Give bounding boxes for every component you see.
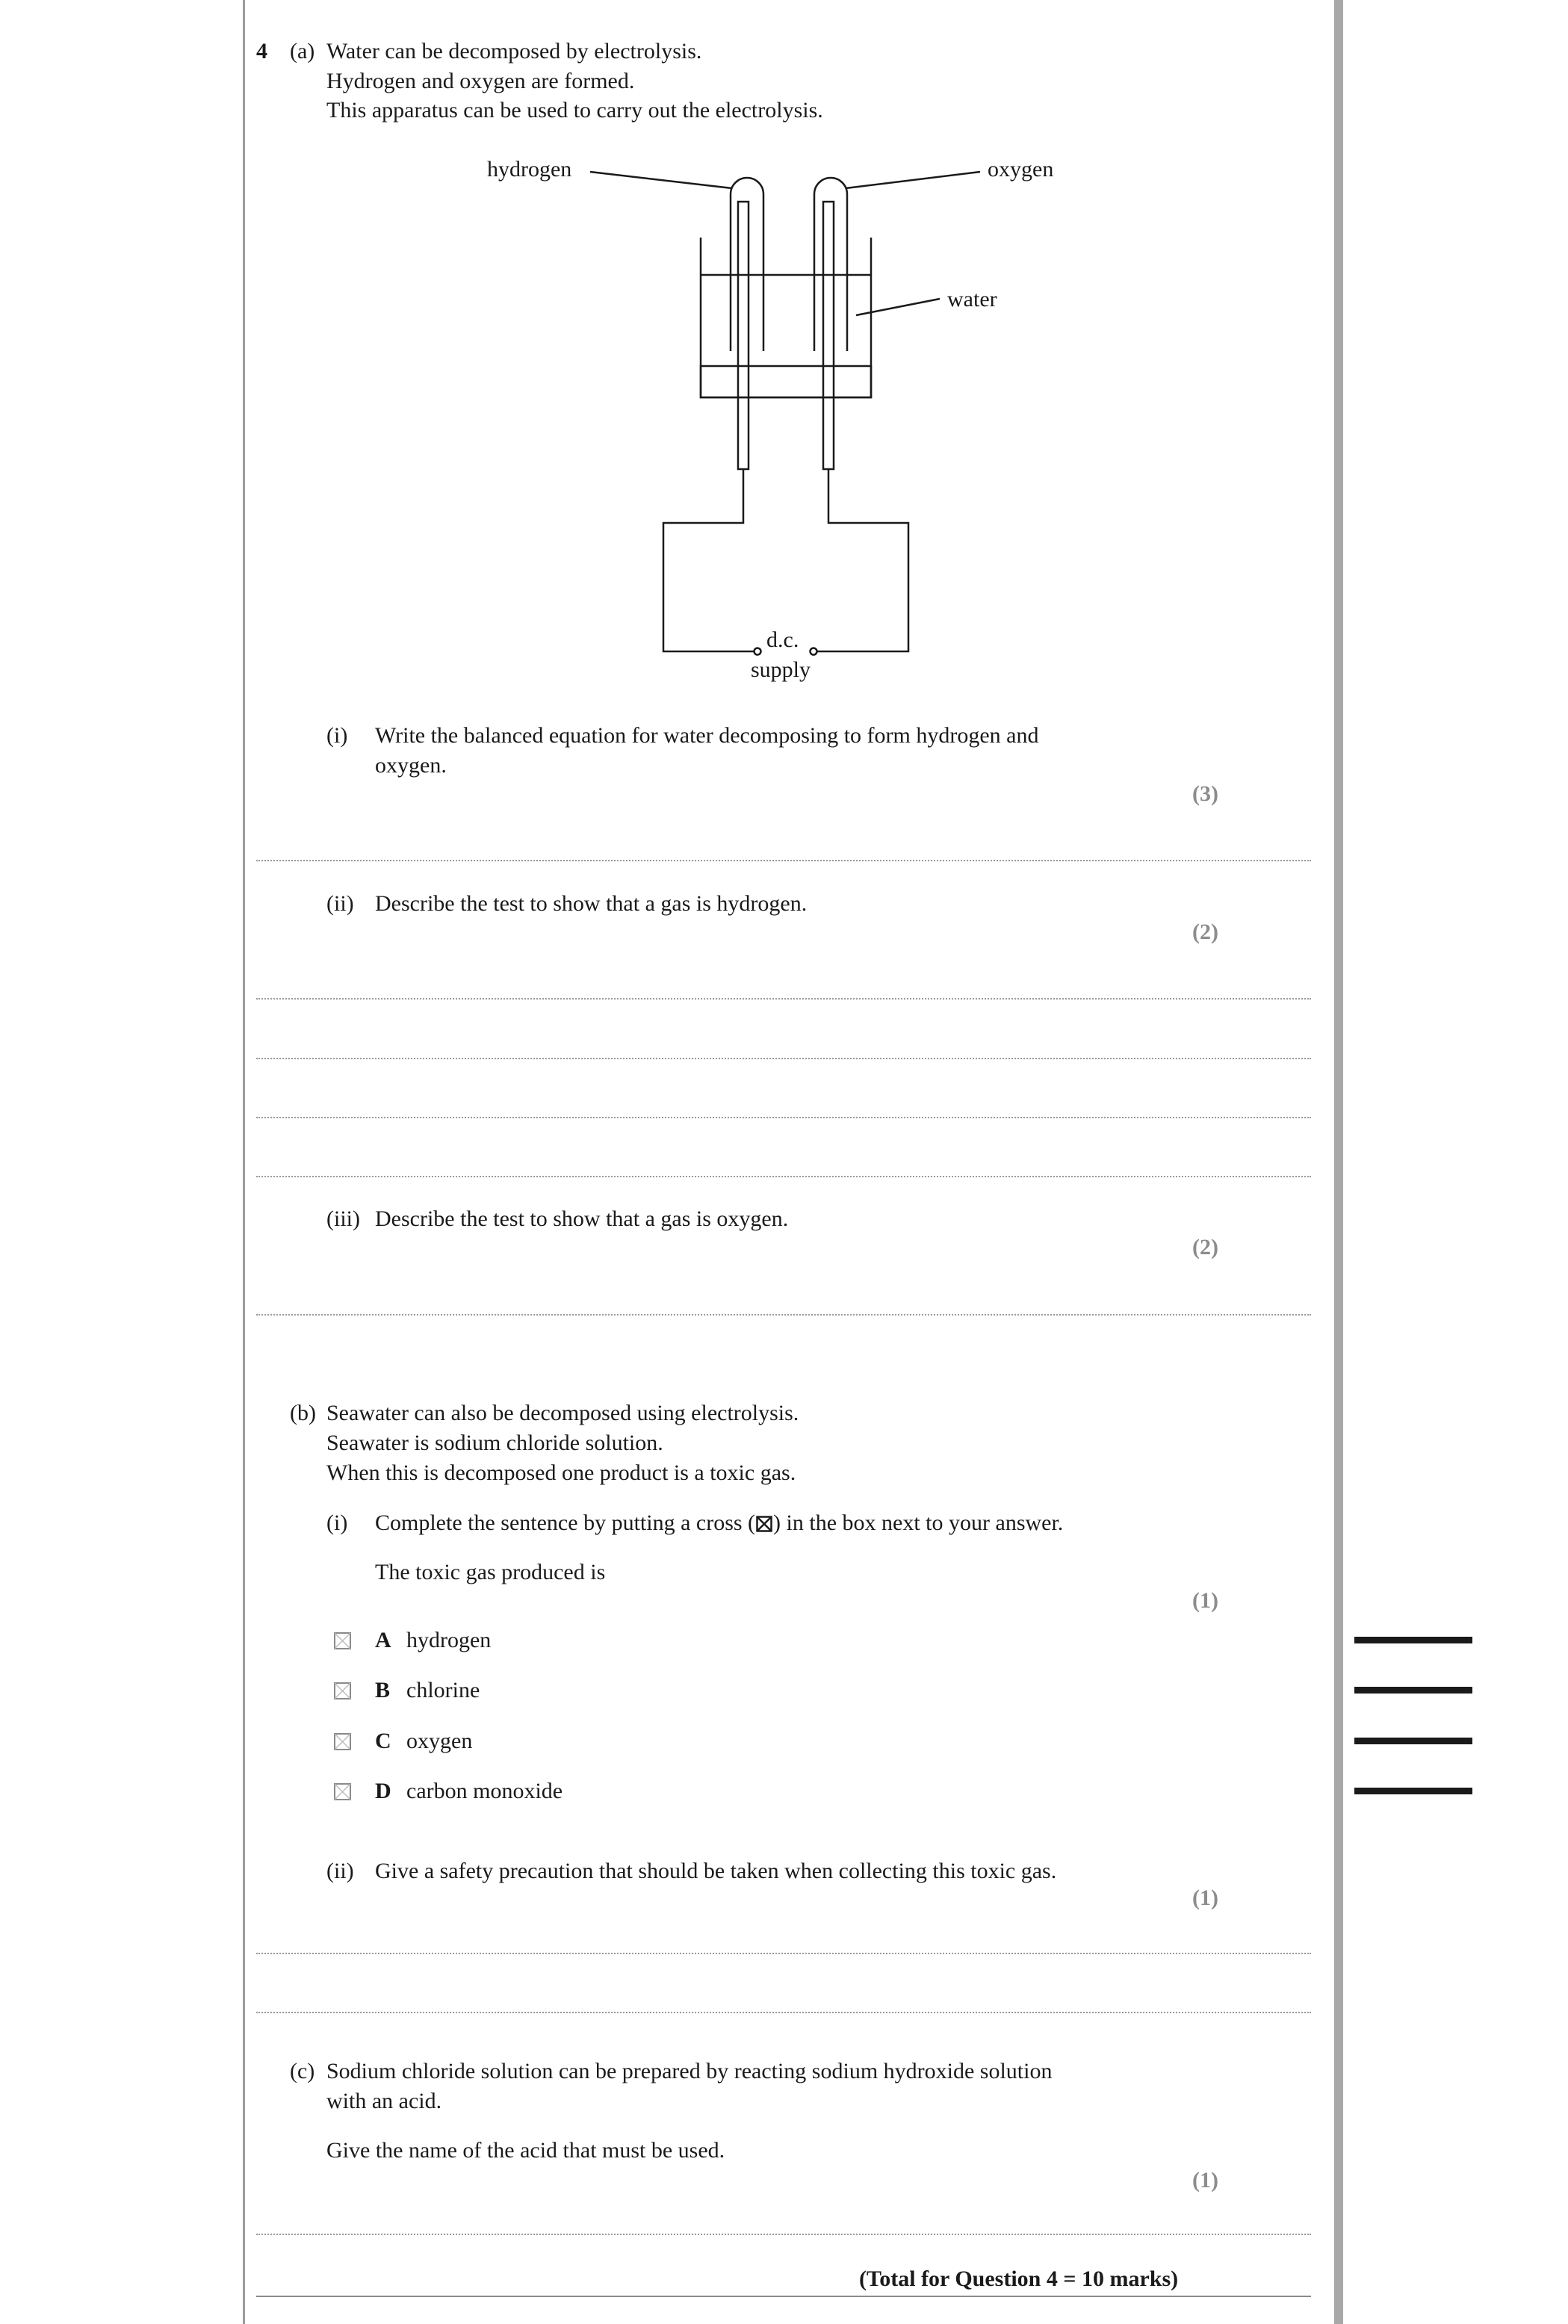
margin-tick bbox=[1354, 1637, 1472, 1643]
label-oxygen: oxygen bbox=[988, 157, 1054, 182]
answer-line[interactable] bbox=[256, 2234, 1311, 2235]
part-a-line-1: Water can be decomposed by electrolysis. bbox=[326, 39, 702, 63]
b-ii-marks: (1) bbox=[1192, 1885, 1218, 1910]
oxygen-collection-tube bbox=[814, 178, 847, 351]
hydrogen-collection-tube bbox=[731, 178, 763, 351]
b-i-instruction-before: Complete the sentence by putting a cross ( bbox=[375, 1510, 756, 1535]
c-marks: (1) bbox=[1192, 2168, 1218, 2193]
option-a-letter: A bbox=[375, 1628, 391, 1652]
part-c-label: (c) bbox=[290, 2059, 315, 2083]
a-i-marks: (3) bbox=[1192, 781, 1218, 806]
answer-line[interactable] bbox=[256, 1953, 1311, 1954]
a-iii-text: Describe the test to show that a gas is oxygen. bbox=[375, 1206, 789, 1231]
dc-terminal-left bbox=[754, 648, 761, 655]
b-i-instruction-after: ) in the box next to your answer. bbox=[773, 1510, 1064, 1535]
a-ii-text: Describe the test to show that a gas is hydrogen. bbox=[375, 891, 808, 916]
part-a-label: (a) bbox=[290, 39, 315, 63]
option-d-letter: D bbox=[375, 1779, 391, 1803]
answer-line[interactable] bbox=[256, 998, 1311, 1000]
option-b-checkbox-icon[interactable] bbox=[334, 1682, 351, 1699]
a-ii-label: (ii) bbox=[326, 891, 354, 916]
answer-line[interactable] bbox=[256, 1117, 1311, 1118]
crossed-box-icon bbox=[756, 1510, 772, 1527]
a-i-text-line-2: oxygen. bbox=[375, 753, 447, 778]
beaker-base bbox=[701, 366, 871, 397]
part-b-line-1: Seawater can also be decomposed using electrolysis. bbox=[326, 1401, 799, 1425]
question-number: 4 bbox=[256, 39, 267, 63]
a-i-text-line-1: Write the balanced equation for water decomposing to form hydrogen and bbox=[375, 723, 1039, 748]
option-a-checkbox-icon[interactable] bbox=[334, 1632, 351, 1649]
label-supply: supply bbox=[751, 657, 811, 682]
answer-line[interactable] bbox=[256, 1314, 1311, 1316]
circuit-wire bbox=[663, 469, 757, 651]
answer-line[interactable] bbox=[256, 1058, 1311, 1059]
b-i-marks: (1) bbox=[1192, 1588, 1218, 1613]
b-i-label: (i) bbox=[326, 1510, 348, 1535]
margin-tick bbox=[1354, 1788, 1472, 1794]
hydrogen-electrode bbox=[738, 202, 749, 469]
beaker bbox=[701, 238, 871, 397]
margin-tick bbox=[1354, 1738, 1472, 1744]
oxygen-electrode bbox=[823, 202, 834, 469]
b-ii-label: (ii) bbox=[326, 1859, 354, 1883]
a-iii-marks: (2) bbox=[1192, 1235, 1218, 1259]
circuit-wire-right bbox=[814, 469, 908, 651]
option-c-text: oxygen bbox=[406, 1729, 473, 1753]
part-c-prompt: Give the name of the acid that must be used. bbox=[326, 2138, 725, 2163]
option-d-checkbox-icon[interactable] bbox=[334, 1783, 351, 1800]
dc-terminal-right bbox=[811, 648, 817, 655]
a-ii-marks: (2) bbox=[1192, 920, 1218, 944]
part-b-label: (b) bbox=[290, 1401, 316, 1425]
question-total: (Total for Question 4 = 10 marks) bbox=[859, 2266, 1179, 2291]
option-c-checkbox-icon[interactable] bbox=[334, 1733, 351, 1750]
part-a-line-3: This apparatus can be used to carry out the electrolysis. bbox=[326, 98, 823, 123]
answer-line[interactable] bbox=[256, 2012, 1311, 2013]
option-c-letter: C bbox=[375, 1729, 391, 1753]
a-iii-label: (iii) bbox=[326, 1206, 360, 1231]
option-a-text: hydrogen bbox=[406, 1628, 492, 1652]
option-b-letter: B bbox=[375, 1678, 391, 1702]
end-of-question-rule bbox=[256, 2296, 1311, 2297]
electrolysis-apparatus-diagram bbox=[0, 0, 1568, 702]
label-dc: d.c. bbox=[766, 628, 799, 652]
part-c-line-2: with an acid. bbox=[326, 2089, 442, 2113]
water-leader-line bbox=[856, 299, 940, 315]
margin-tick bbox=[1354, 1687, 1472, 1694]
part-b-line-3: When this is decomposed one product is a toxic gas. bbox=[326, 1460, 796, 1485]
b-i-instruction bbox=[375, 1508, 1063, 1538]
option-d-text: carbon monoxide bbox=[406, 1779, 563, 1803]
oxygen-leader-line bbox=[846, 172, 980, 188]
b-i-stem: The toxic gas produced is bbox=[375, 1560, 606, 1584]
part-a-line-2: Hydrogen and oxygen are formed. bbox=[326, 69, 635, 93]
hydrogen-leader-line bbox=[590, 172, 732, 188]
a-i-label: (i) bbox=[326, 723, 348, 748]
b-ii-text: Give a safety precaution that should be taken when collecting this toxic gas. bbox=[375, 1859, 1057, 1883]
part-b-line-2: Seawater is sodium chloride solution. bbox=[326, 1431, 663, 1455]
option-b-text: chlorine bbox=[406, 1678, 480, 1702]
label-hydrogen: hydrogen bbox=[487, 157, 572, 182]
answer-line[interactable] bbox=[256, 1176, 1311, 1177]
label-water: water bbox=[947, 287, 997, 312]
part-c-line-1: Sodium chloride solution can be prepared by reacting sodium hydroxide solution bbox=[326, 2059, 1053, 2083]
answer-line[interactable] bbox=[256, 860, 1311, 861]
